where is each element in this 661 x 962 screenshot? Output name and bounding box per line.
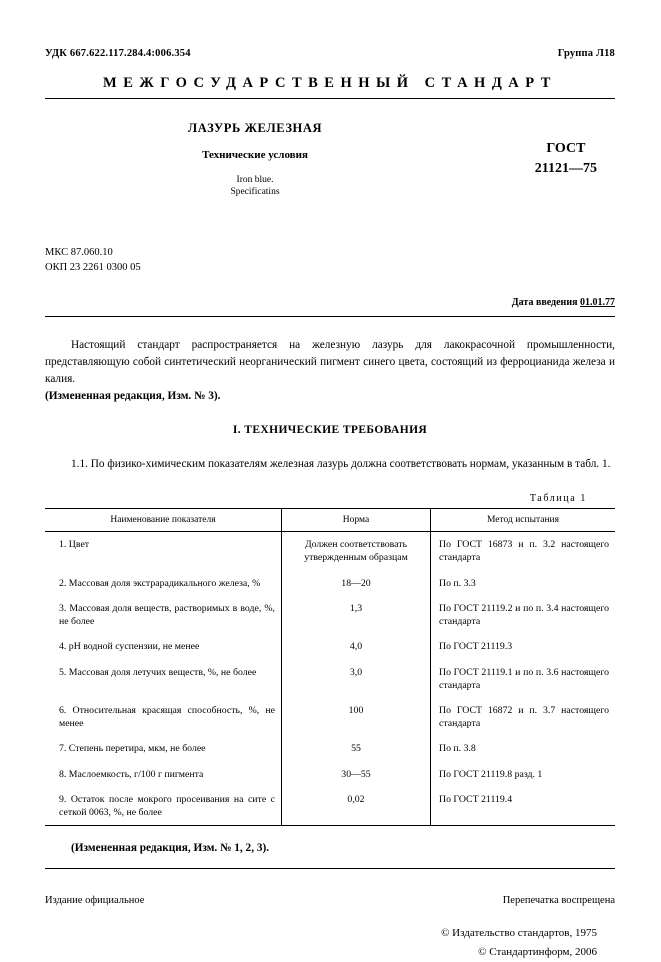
table-row — [45, 571, 615, 596]
cell-method: По ГОСТ 21119.2 и по п. 3.4 настоящего стандарта — [439, 602, 609, 628]
document-subtitle: Технические условия — [202, 149, 308, 161]
scope-paragraph: Настоящий стандарт распространяется на железную лазурь для лакокрасочной промышленности, представляющую собой синтетический неорганический пигмент синего цвета, состоящий из ферроцианида железа и калия. — [45, 339, 615, 386]
cell-norm: 1,3 — [282, 596, 431, 634]
copyright-line-1: © Издательство стандартов, 1975 — [441, 927, 597, 940]
table-head — [45, 509, 615, 532]
table-header-row — [45, 509, 615, 532]
cell-method: По ГОСТ 16872 и п. 3.7 настоящего стандарта — [439, 704, 609, 730]
cell-method: По ГОСТ 21119.3 — [439, 641, 513, 653]
table-row — [45, 660, 615, 698]
gost-code-block — [535, 141, 597, 177]
cell-norm: 3,0 — [282, 660, 431, 698]
cell-name: 9. Остаток после мокрого просеивания на сите с сеткой 0063, %, не более — [59, 793, 275, 819]
cell-norm: 55 — [282, 736, 431, 761]
page-content — [45, 48, 615, 962]
revision-note-1: (Измененная редакция, Изм. № 3). — [45, 390, 221, 403]
cell-method: По ГОСТ 21119.8 разд. 1 — [439, 768, 543, 780]
cell-name: 8. Маслоемкость, г/100 г пигмента — [59, 768, 204, 780]
copyright-line-2: © Стандартинформ, 2006 — [478, 945, 597, 958]
introduction-date-value: 01.01.77 — [580, 297, 615, 309]
introduction-date — [45, 297, 615, 308]
specification-table — [45, 508, 615, 826]
table-row — [45, 596, 615, 634]
standard-word: МЕЖГОСУДАРСТВЕННЫЙ СТАНДАРТ — [103, 75, 557, 91]
column-header-norm: Норма — [282, 509, 431, 532]
classification-codes — [45, 245, 615, 275]
cell-method: По п. 3.8 — [439, 743, 476, 755]
table-row — [45, 532, 615, 571]
cell-method: По ГОСТ 21119.4 — [439, 793, 513, 805]
table-row — [45, 698, 615, 736]
table-row — [45, 787, 615, 826]
column-header-name: Наименование показателя — [45, 509, 282, 532]
cell-name: 2. Массовая доля экстрарадикального железа, % — [59, 577, 261, 589]
cell-name: 3. Массовая доля веществ, растворимых в воде, %, не более — [59, 602, 275, 628]
table-row — [45, 634, 615, 659]
table-row — [45, 762, 615, 787]
udk-code: УДК 667.622.117.284.4:006.354 — [45, 48, 191, 59]
cell-name: 7. Степень перетира, мкм, не более — [59, 743, 206, 755]
document-title-en: Iron blue. — [236, 175, 274, 185]
table-row — [45, 736, 615, 761]
clause-1-1: 1.1. По физико-химическим показателям железная лазурь должна соответствовать нормам, указанным в табл. 1. — [71, 458, 611, 471]
cell-norm: 0,02 — [282, 787, 431, 826]
cell-name: 1. Цвет — [59, 539, 90, 551]
copyright-block — [45, 924, 615, 961]
cell-norm: 18—20 — [282, 571, 431, 596]
footer-right: Перепечатка воспрещена — [502, 895, 615, 907]
table-body — [45, 532, 615, 826]
header-divider — [45, 98, 615, 99]
section-heading-1: I. ТЕХНИЧЕСКИЕ ТРЕБОВАНИЯ — [232, 424, 428, 437]
title-left — [45, 121, 465, 197]
cell-norm: Должен соответствовать утвержденным образцам — [282, 532, 431, 571]
document-subtitle-en: Specificatins — [230, 187, 280, 197]
cell-norm: 100 — [282, 698, 431, 736]
cell-norm: 30—55 — [282, 762, 431, 787]
group-code: Группа Л18 — [557, 48, 615, 59]
document-header — [45, 48, 615, 59]
column-header-method: Метод испытания — [431, 509, 616, 532]
cell-method: По ГОСТ 16873 и п. 3.2 настоящего стандарта — [439, 539, 609, 564]
footer-left: Издание официальное — [45, 895, 145, 907]
cell-method: По п. 3.3 — [439, 577, 476, 589]
gost-label: ГОСТ — [546, 141, 586, 156]
mks-code: МКС 87.060.10 — [45, 247, 113, 258]
date-divider — [45, 316, 615, 317]
okp-code: ОКП 23 2261 0300 05 — [45, 262, 141, 274]
table-caption: Таблица 1 — [529, 493, 587, 505]
gost-number: 21121—75 — [534, 161, 597, 176]
cell-method: По ГОСТ 21119.1 и по п. 3.6 настоящего стандарта — [439, 666, 609, 691]
footer-row — [45, 895, 615, 906]
cell-name: 6. Относительная красящая способность, %, не менее — [59, 704, 275, 730]
revision-note-2: (Измененная редакция, Изм. № 1, 2, 3). — [71, 842, 270, 855]
cell-norm: 4,0 — [282, 634, 431, 659]
introduction-date-label: Дата введения — [511, 297, 578, 309]
cell-name: 4. рН водной суспензии, не менее — [59, 641, 200, 653]
footer-divider — [45, 868, 615, 869]
document-title: ЛАЗУРЬ ЖЕЛЕЗНАЯ — [187, 121, 323, 135]
title-block — [45, 121, 615, 231]
cell-name: 5. Массовая доля летучих веществ, %, не более — [59, 666, 257, 678]
